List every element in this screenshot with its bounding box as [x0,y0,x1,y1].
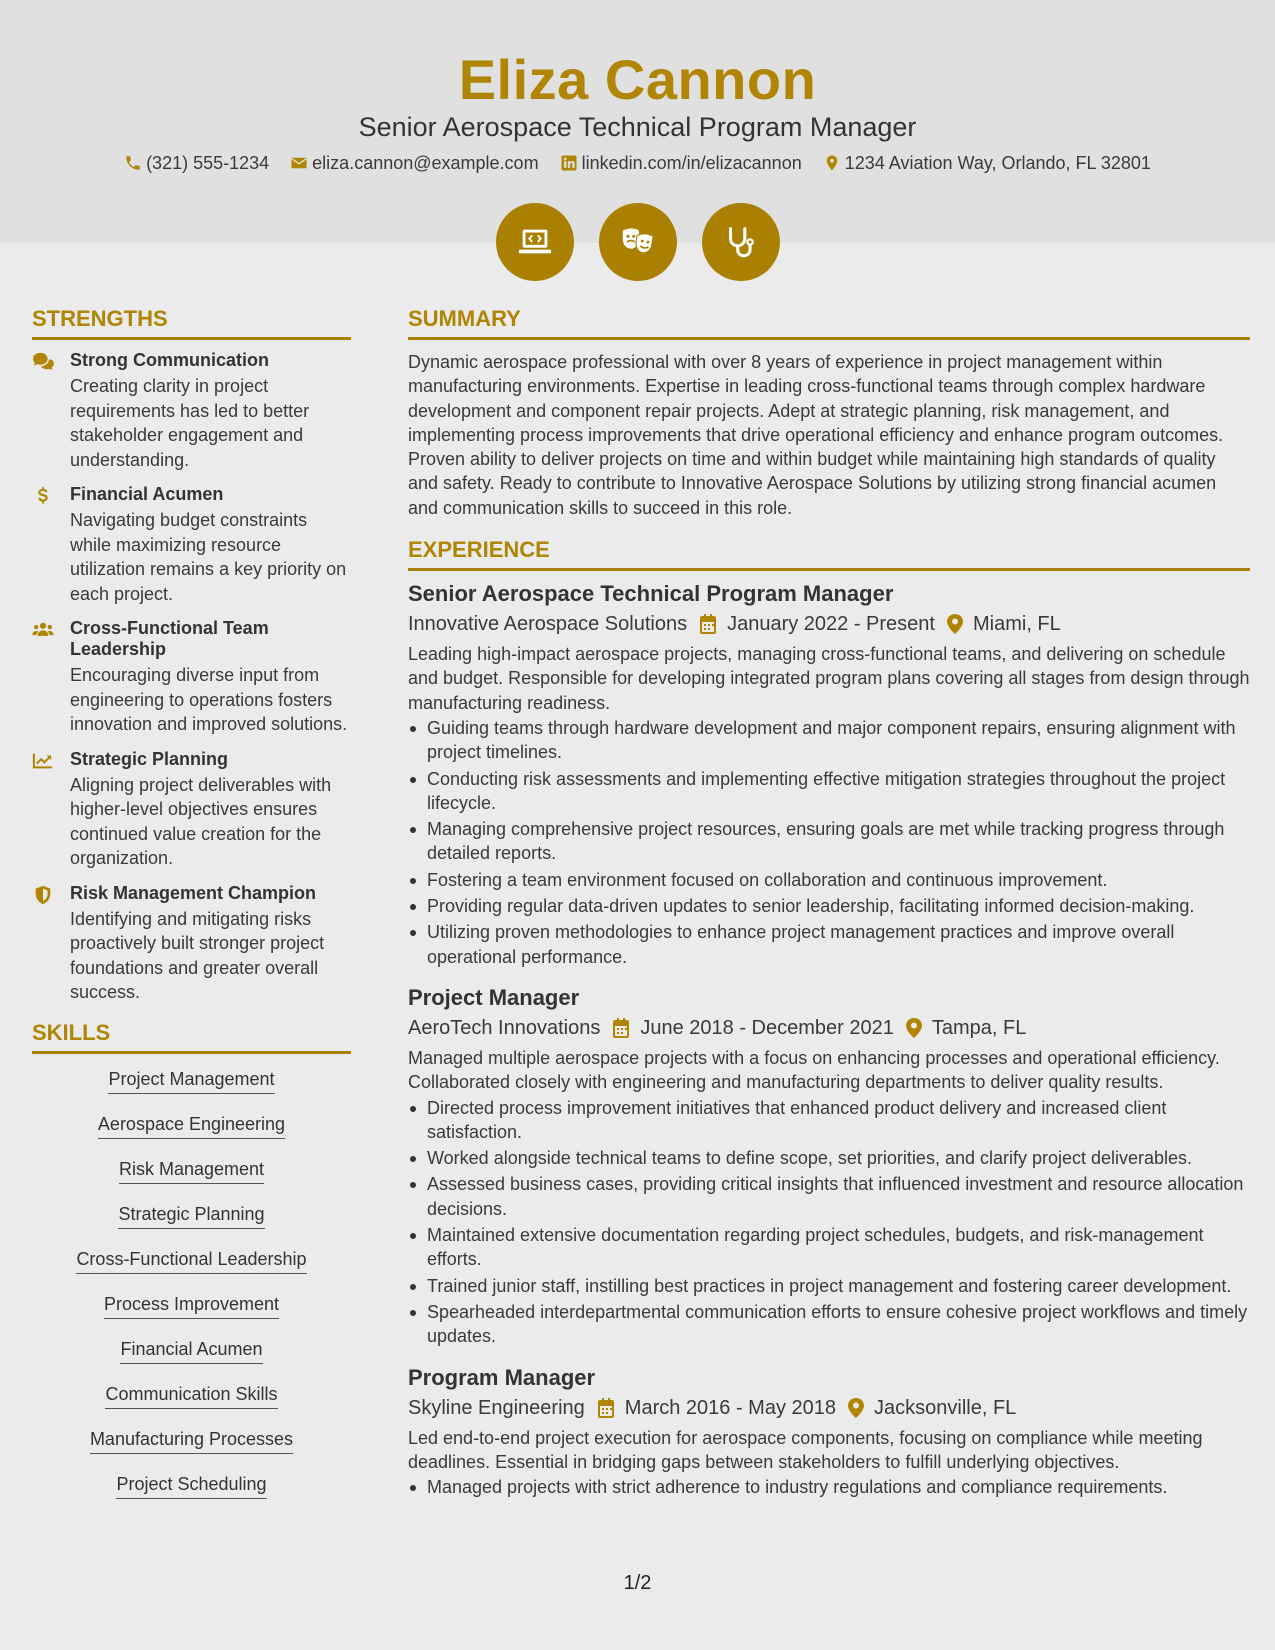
map-marker-icon [823,154,841,172]
experience-heading: EXPERIENCE [408,536,1250,571]
strength-name: Strategic Planning [70,748,229,769]
bullet-item: Worked alongside technical teams to define scope, set priorities, and clarify project deliverables. [408,1146,1250,1170]
contact-address [823,151,1151,175]
dollar-icon [32,486,54,506]
map-marker-icon [848,1398,864,1418]
bullet-item: Maintained extensive documentation regarding project schedules, budgets, and risk-management efforts. [408,1223,1250,1272]
email-text: eliza.cannon@example.com [312,153,539,173]
strength-name: Financial Acumen [70,484,224,504]
theater-masks-badge [599,203,677,281]
job-location: Miami, FL [972,613,1061,636]
job-bullets [408,1096,1250,1349]
strength-item [32,350,351,472]
theater-masks-icon [619,223,657,261]
bullet-item: Spearheaded interdepartmental communication efforts to ensure cohesive project workflows and timely updates. [408,1300,1250,1349]
bullet-item: Directed process improvement initiatives that enhanced product delivery and increased client satisfaction. [408,1096,1250,1145]
strength-desc: Navigating budget constraints while maximizing resource utilization remains a key priority on each project. [70,510,347,604]
bullet-item: Trained junior staff, instilling best practices in project management and fostering career development. [408,1274,1250,1298]
stethoscope-badge [702,203,780,281]
job-dates: March 2016 - May 2018 [624,1396,837,1419]
bullet-item: Managed projects with strict adherence to industry regulations and compliance requirements. [408,1475,1250,1499]
strength-desc: Encouraging diverse input from engineering to operations fosters innovation and improved solutions. [70,665,348,734]
bullet-item: Managing comprehensive project resources, ensuring goals are met while tracking progress through detailed reports. [408,817,1250,866]
job-entry [408,581,1250,969]
skill-list [32,1064,351,1518]
map-marker-icon [906,1018,922,1038]
skill-item: Process Improvement [104,1293,279,1319]
bullet-item: Fostering a team environment focused on collaboration and continuous improvement. [408,868,1250,892]
job-meta [408,609,1250,639]
candidate-name: Eliza Cannon [458,48,817,111]
page-number: 1/2 [623,1572,652,1594]
job-desc: Leading high-impact aerospace projects, managing cross-functional teams, and delivering on schedule and budget. Responsible for developing integrated program plans covering all stages from design through manufacturing readiness. [408,644,1250,713]
strengths-heading: STRENGTHS [32,305,351,340]
job-location: Jacksonville, FL [874,1396,1017,1419]
chart-line-icon [32,751,54,771]
strength-desc: Creating clarity in project requirements has led to better stakeholder engagement and understanding. [70,376,310,470]
strength-item [32,484,351,606]
job-entry [408,985,1250,1349]
map-marker-icon [947,614,963,634]
candidate-title: Senior Aerospace Technical Program Manager [358,112,917,142]
bullet-item: Conducting risk assessments and implementing effective mitigation strategies throughout the project lifecycle. [408,767,1250,816]
job-role: Project Manager [408,984,580,1010]
job-company: Skyline Engineering [408,1396,585,1419]
skill-item: Communication Skills [105,1383,277,1409]
stethoscope-icon [722,223,760,261]
strength-name: Cross-Functional Team Leadership [70,618,269,659]
address-text: 1234 Aviation Way, Orlando, FL 32801 [844,153,1151,173]
right-column [408,305,1250,1515]
contact-email[interactable] [290,151,538,175]
phone-icon [124,154,142,172]
interest-badges [0,203,1275,281]
job-role: Senior Aerospace Technical Program Manager [408,581,894,607]
calendar-icon [597,1398,615,1418]
job-meta [408,1013,1250,1043]
left-column [32,305,351,1518]
bullet-item: Guiding teams through hardware development and major component repairs, ensuring alignment with project timelines. [408,716,1250,765]
envelope-icon [290,154,308,172]
strength-name: Risk Management Champion [70,882,317,903]
skill-item: Project Management [108,1068,274,1094]
job-company: Innovative Aerospace Solutions [408,613,688,636]
summary-heading: SUMMARY [408,305,1250,340]
skill-item: Cross-Functional Leadership [76,1248,306,1274]
contact-linkedin[interactable] [560,151,802,175]
bullet-item: Providing regular data-driven updates to senior leadership, facilitating informed decision-making. [408,894,1250,918]
shield-icon [32,885,54,905]
laptop-code-badge [496,203,574,281]
phone-text: (321) 555-1234 [146,153,270,173]
bullet-item: Utilizing proven methodologies to enhance project management practices and improve overall operational performance. [408,920,1250,969]
skill-item: Financial Acumen [120,1338,262,1364]
skill-item: Risk Management [119,1158,264,1184]
job-desc: Managed multiple aerospace projects with a focus on enhancing processes and operational efficiency. Collaborated closely with engineering and manufacturing departments to deliver quality results. [408,1047,1220,1093]
strength-item [32,749,351,871]
skill-item: Aerospace Engineering [98,1113,285,1139]
strength-desc: Aligning project deliverables with higher-level objectives ensures continued value creation for the organization. [70,774,332,868]
job-location: Tampa, FL [931,1016,1027,1039]
linkedin-text: linkedin.com/in/elizacannon [581,153,802,173]
comments-icon [32,352,54,372]
laptop-code-icon [516,223,554,261]
contact-bar [0,151,1275,178]
skills-heading: SKILLS [32,1019,351,1054]
job-company: AeroTech Innovations [408,1016,601,1039]
strength-item [32,883,351,1005]
users-icon [32,620,54,640]
job-bullets [408,1475,1250,1499]
job-entry [408,1365,1250,1500]
calendar-icon [612,1018,630,1038]
job-dates: January 2022 - Present [727,613,935,636]
job-meta [408,1393,1250,1423]
job-bullets [408,716,1250,969]
summary-text: Dynamic aerospace professional with over 8 years of experience in project management within manufacturing environments. Expertise in leading cross-functional teams through complex hardware development and component repair projects. Adept at strategic planning, risk management, and implementing process improvements that drive operational efficiency and enhance program outcomes. Proven ability to deliver projects on time and within budget while maintaining high standards of quality and safety. Ready to contribute to Innovative Aerospace Solutions by utilizing strong financial acumen and communication skills to succeed in this role. [408,352,1224,518]
strength-item [32,618,351,737]
linkedin-icon [560,154,578,172]
skill-item: Project Scheduling [116,1473,266,1499]
calendar-icon [699,614,717,634]
job-role: Program Manager [408,1364,596,1390]
contact-phone[interactable] [124,151,269,175]
job-dates: June 2018 - December 2021 [640,1016,894,1039]
skill-item: Strategic Planning [118,1203,264,1229]
strength-desc: Identifying and mitigating risks proactively built stronger project foundations and greater overall success. [70,908,325,1002]
skill-item: Manufacturing Processes [90,1428,293,1454]
strength-name: Strong Communication [70,350,269,370]
job-desc: Led end-to-end project execution for aerospace components, focusing on compliance while meeting deadlines. Essential in bridging gaps between stakeholders to fulfill underlying objectives. [408,1427,1203,1472]
bullet-item: Assessed business cases, providing critical insights that influenced investment and resource allocation decisions. [408,1172,1250,1221]
